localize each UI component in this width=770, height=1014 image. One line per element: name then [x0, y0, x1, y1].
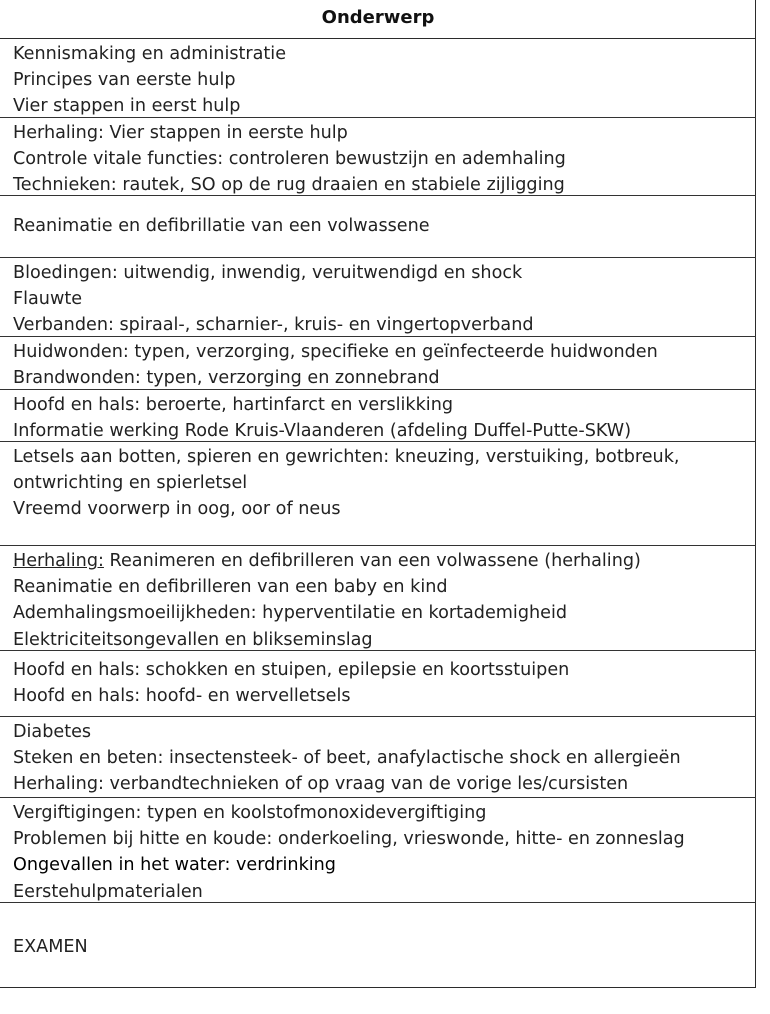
topic-line: Reanimatie en defibrillatie van een volwassene — [13, 216, 430, 236]
topic-line: Reanimatie en defibrilleren van een baby en kind — [13, 577, 448, 598]
topic-text: Reanimeren en defibrilleren van een volwassene (herhaling) — [109, 551, 641, 571]
repetition-prefix: Herhaling: — [13, 551, 104, 571]
table-row — [0, 651, 756, 717]
table-row — [0, 39, 756, 118]
table-row — [0, 903, 756, 988]
topic-line: Ongevallen in het water: verdrinking — [13, 855, 336, 876]
table-row — [0, 717, 756, 798]
topic-line: Hoofd en hals: beroerte, hartinfarct en verslikking — [13, 395, 454, 415]
topic-line: Letsels aan botten, spieren en gewrichten: kneuzing, verstuiking, botbreuk, — [13, 447, 680, 467]
topic-line: Hoofd en hals: schokken en stuipen, epilepsie en koortsstuipen — [13, 660, 570, 680]
topic-line: ontwrichting en spierletsel — [13, 473, 248, 494]
topic-line: Elektriciteitsongevallen en blikseminslag — [13, 629, 373, 650]
topic-line: Herhaling: Vier stappen in eerste hulp — [13, 123, 348, 143]
topic-line: Flauwte — [13, 289, 83, 310]
table-row — [0, 118, 756, 196]
table-row — [0, 337, 756, 390]
table-row — [0, 258, 756, 337]
topic-line: Vergiftigingen: typen en koolstofmonoxidevergiftiging — [13, 803, 487, 823]
topic-line: Diabetes — [13, 722, 92, 742]
topic-line: Eerstehulpmaterialen — [13, 881, 203, 902]
topic-line: Bloedingen: uitwendig, inwendig, veruitwendigd en shock — [13, 263, 523, 283]
column-header-onderwerp: Onderwerp — [0, 0, 756, 39]
table-row — [0, 390, 756, 442]
exam-label: EXAMEN — [13, 937, 88, 957]
topic-line: Huidwonden: typen, verzorging, specifieke en geïnfecteerde huidwonden — [13, 342, 658, 362]
topic-line: Kennismaking en administratie — [13, 44, 287, 64]
table-row — [0, 798, 756, 903]
topic-line: Technieken: rautek, SO op de rug draaien en stabiele zijligging — [13, 175, 565, 196]
topic-line: Herhaling: verbandtechnieken of op vraag van de vorige les/cursisten — [13, 774, 629, 795]
topic-line: Problemen bij hitte en koude: onderkoeling, vrieswonde, hitte- en zonneslag — [13, 829, 685, 850]
topic-line: Hoofd en hals: hoofd- en wervelletsels — [13, 686, 351, 707]
table-row — [0, 546, 756, 651]
topic-line: Vier stappen in eerst hulp — [13, 96, 241, 117]
topic-line: Principes van eerste hulp — [13, 70, 236, 91]
topic-line: Vreemd voorwerp in oog, oor of neus — [13, 499, 341, 520]
topic-line: Controle vitale functies: controleren bewustzijn en ademhaling — [13, 149, 566, 170]
topic-line: Ademhalingsmoeilijkheden: hyperventilatie en kortademigheid — [13, 603, 568, 624]
topic-line: Steken en beten: insectensteek- of beet, anafylactische shock en allergieën — [13, 748, 681, 769]
table-row — [0, 196, 756, 258]
topic-line — [13, 548, 756, 574]
topic-line: Informatie werking Rode Kruis-Vlaanderen (afdeling Duffel-Putte-SKW) — [13, 421, 632, 442]
topic-line: Verbanden: spiraal-, scharnier-, kruis- en vingertopverband — [13, 315, 534, 336]
table-row — [0, 442, 756, 546]
topic-line: Brandwonden: typen, verzorging en zonnebrand — [13, 368, 440, 389]
